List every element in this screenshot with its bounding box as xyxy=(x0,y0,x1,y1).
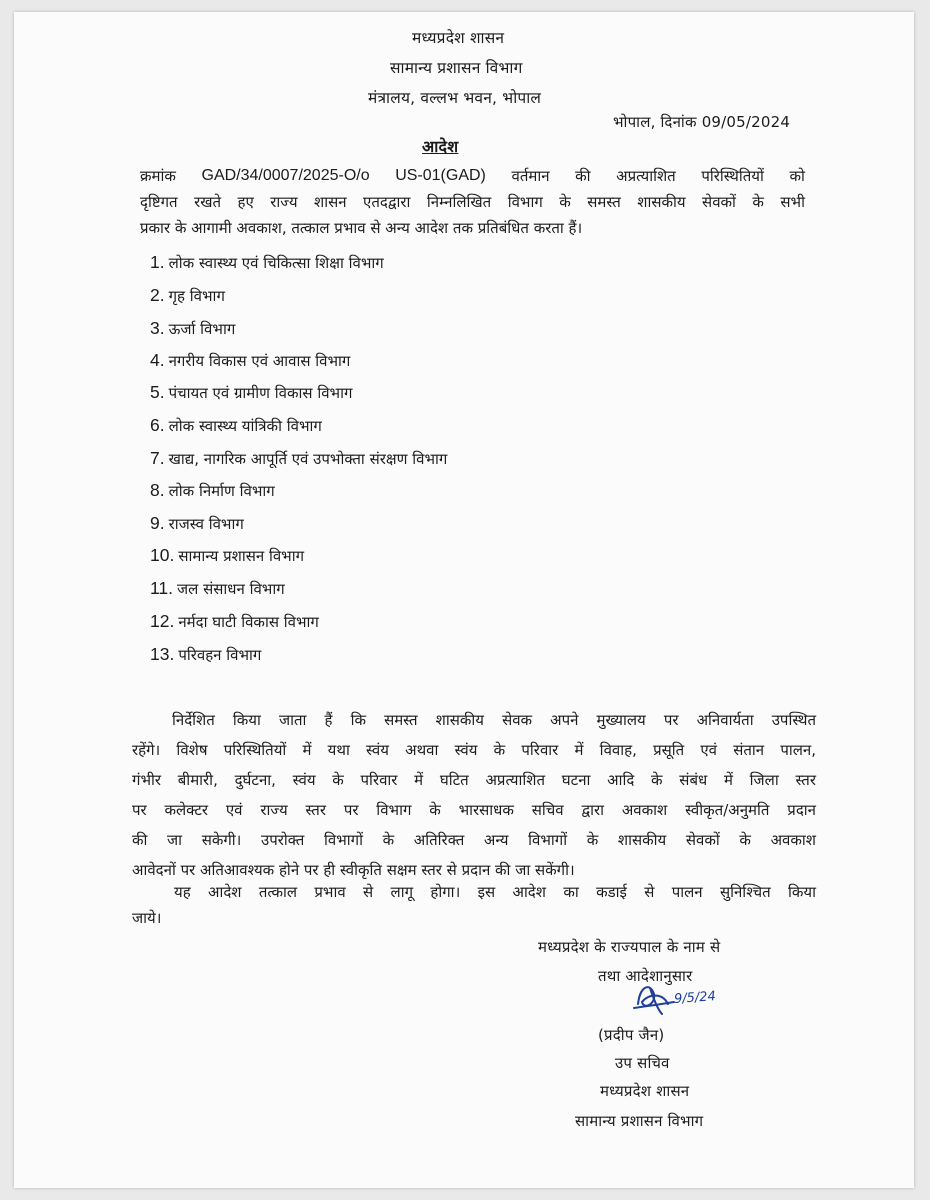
intro-word: अप्रत्याशित xyxy=(616,167,676,185)
handwritten-signature xyxy=(628,974,728,1024)
list-item: 1. लोक स्वास्थ्य एवं चिकित्सा शिक्षा विभाग xyxy=(150,252,384,272)
directive-line: रहेंगे। विशेष परिस्थितियों में यथा स्वंय अथवा स्वंय के परिवार में विवाह, प्रसूति एवं संतान पालन, xyxy=(132,741,816,759)
list-item: 12. नर्मदा घाटी विकास विभाग xyxy=(150,611,319,631)
list-item: 13. परिवहन विभाग xyxy=(150,644,262,664)
list-item: 7. खाद्य, नागरिक आपूर्ति एवं उपभोक्ता संरक्षण विभाग xyxy=(150,448,448,468)
order-number: GAD/34/0007/2025-O/o xyxy=(201,167,370,184)
signatory-department: सामान्य प्रशासन विभाग xyxy=(575,1112,704,1130)
intro-word: वर्तमान xyxy=(511,167,550,185)
signatory-designation: उप सचिव xyxy=(615,1054,670,1072)
list-item: 11. जल संसाधन विभाग xyxy=(150,578,285,598)
intro-word: को xyxy=(789,167,805,185)
list-item: 2. गृह विभाग xyxy=(150,285,225,305)
signatory-government: मध्यप्रदेश शासन xyxy=(600,1082,690,1100)
intro-line-2: दृष्टिगत रखते हए राज्य शासन एतदद्वारा निम्नलिखित विभाग के समस्त शासकीय सेवकों के सभी xyxy=(140,193,805,211)
signature-authority-line: मध्यप्रदेश के राज्यपाल के नाम से xyxy=(538,938,721,956)
signature-stroke xyxy=(634,987,674,1014)
intro-word: की xyxy=(575,167,591,185)
list-item: 8. लोक निर्माण विभाग xyxy=(150,480,275,500)
signature-authority-line-2: तथा आदेशानुसार xyxy=(598,967,693,985)
list-item: 4. नगरीय विकास एवं आवास विभाग xyxy=(150,350,351,370)
directive-line: आवेदनों पर अतिआवश्यक होने पर ही स्वीकृति सक्षम स्तर से प्रदान की जा सकेंगी। xyxy=(132,861,575,879)
header-department: सामान्य प्रशासन विभाग xyxy=(390,59,523,77)
intro-line-3: प्रकार के आगामी अवकाश, तत्काल प्रभाव से अन्य आदेश तक प्रतिबंधित करता हैं। xyxy=(140,219,583,237)
list-item: 6. लोक स्वास्थ्य यांत्रिकी विभाग xyxy=(150,415,322,435)
directive-line: गंभीर बीमारी, दुर्घटना, स्वंय के परिवार में घटित अप्रत्याशित घटना आदि के संबंध में जिला स्तर xyxy=(132,771,816,789)
list-item: 10. सामान्य प्रशासन विभाग xyxy=(150,545,305,565)
list-item: 9. राजस्व विभाग xyxy=(150,513,244,533)
section-code: US-01(GAD) xyxy=(395,167,486,184)
directive-line: निर्देशित किया जाता हैं कि समस्त शासकीय सेवक अपने मुख्यालय पर अनिवार्यता उपस्थित xyxy=(172,711,816,729)
directive-line: पर कलेक्टर एवं राज्य स्तर पर विभाग के भारसाधक सचिव द्वारा अवकाश स्वीकृत/अनुमति प्रदान xyxy=(132,801,816,819)
enforcement-line: यह आदेश तत्काल प्रभाव से लागू होगा। इस आदेश का कडाई से पालन सुनिश्चित किया xyxy=(174,883,816,901)
signatory-name: (प्रदीप जैन) xyxy=(598,1026,665,1044)
order-title: आदेश xyxy=(422,137,459,156)
signature-date: 9/5/24 xyxy=(673,989,717,1007)
enforcement-line: जाये। xyxy=(132,909,162,927)
intro-word: क्रमांक xyxy=(140,167,176,185)
header-address: मंत्रालय, वल्लभ भवन, भोपाल xyxy=(368,89,542,107)
list-item: 3. ऊर्जा विभाग xyxy=(150,318,236,338)
intro-word: परिस्थितियों xyxy=(701,167,764,185)
list-item: 5. पंचायत एवं ग्रामीण विकास विभाग xyxy=(150,382,353,402)
date-line: भोपाल, दिनांक 09/05/2024 xyxy=(613,113,791,131)
header-government: मध्यप्रदेश शासन xyxy=(412,29,505,47)
directive-line: की जा सकेगी। उपरोक्त विभागों के अतिरिक्त अन्य विभागों के शासकीय सेवकों के अवकाश xyxy=(132,831,816,849)
